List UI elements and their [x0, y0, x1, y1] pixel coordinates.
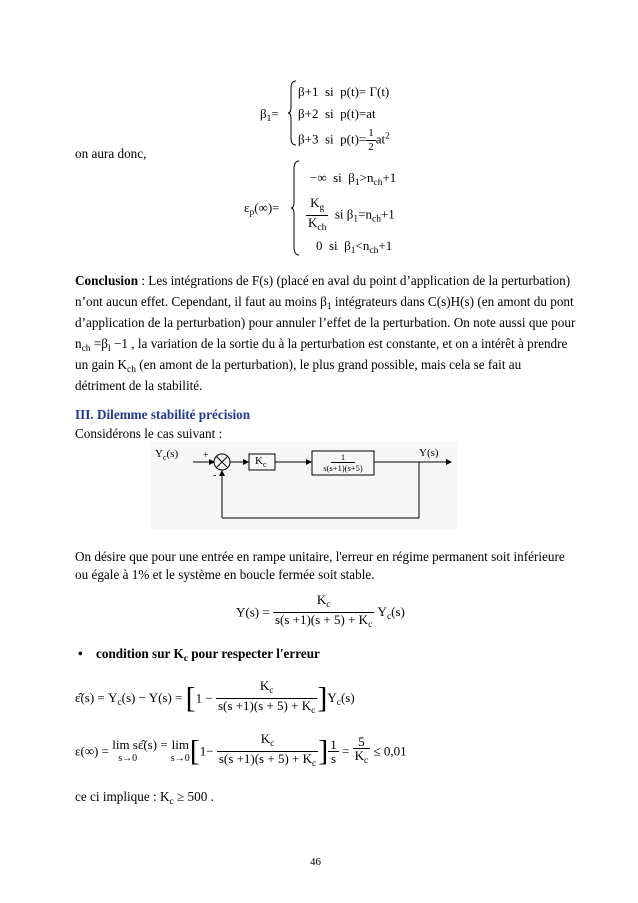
fraction-kc-closed-loop: $\frac{K_c}{s(s +1)(s + 5) + K_c}$: [274, 592, 373, 630]
equation-limit: ε(∞) = lim sε̂(s) = s→0 lim s→0 [1− $\frac{K_c}{s(s +1)(s + 5) + K_c}$ ] $\frac{1}{s}$ = $\frac{5}{K_c}$ ≤ 0,01: [75, 731, 407, 769]
text-on-aura-donc: on aura donc,: [75, 146, 147, 161]
half-fraction: $\frac{1}{2}$: [368, 127, 374, 153]
limit-2: lim s→0: [170, 736, 190, 764]
bullet-icon: •: [78, 646, 83, 661]
block-diagram-lines: [151, 442, 457, 530]
equation-y: Y(s) = $\frac{K_c}{s(s +1)(s + 5) + K_c}$ $Y_c(s)$: [236, 592, 405, 630]
conclusion-line-2: n’ont aucun effet. Cependant, il faut au moins $\beta_1$ intégrateurs dans C(s)H(s) (en amont du pont: [75, 294, 574, 312]
fraction-kc-limit: $\frac{K_c}{s(s +1)(s + 5) + K_c}$: [218, 731, 317, 769]
left-brace-icon: [287, 80, 297, 146]
conclusion-line-3: d’application de la perturbation) pour annuler l’effet de la perturbation. On note aussi que pour: [75, 315, 576, 330]
fraction-five-over-kc: $\frac{5}{K_c}$: [354, 734, 369, 766]
left-brace-icon-2: [290, 160, 300, 256]
conclusion-line-6: détriment de la stabilité.: [75, 378, 203, 393]
epsilon-definition: [244, 160, 584, 256]
diagram-input-label: $Y_c(s)$: [155, 448, 179, 462]
left-bracket-icon: [: [185, 681, 196, 715]
diagram-plus-sign: +: [203, 450, 209, 461]
diagram-gain-kc: $K_c$: [255, 455, 267, 469]
text-implies: ce ci implique : $K_c \ge 500$ .: [75, 789, 214, 807]
page-number: 46: [310, 856, 321, 868]
conclusion-line-5: un gain $K_{ch}$ (en amont de la perturbation), le plus grand possible, mais cela se fait au: [75, 357, 522, 375]
conclusion-line-4: $n_{ch} =\beta_l -1$ , la variation de la sortie du à la perturbation est constante, et on a intérêt à prendre: [75, 336, 568, 354]
diagram-transfer-function: 1 s(s+1)(s+5): [323, 452, 363, 473]
beta-case-1: β+1 si p(t)= Γ(t): [298, 84, 390, 99]
block-diagram: [151, 442, 457, 530]
text-desire-line-2: ou égale à 1% et le système en boucle fermée soit stable.: [75, 567, 375, 582]
epsilon-case-2: $\frac{K_g}{K_{ch}}$ si $\beta_1=n_{ch}+1$: [308, 195, 395, 233]
epsilon-case-3: 0 si $\beta_1<n_{ch}+1$: [316, 238, 393, 256]
fraction-one-over-s: $\frac{1}{s}$: [330, 737, 337, 766]
epsilon-case-1: −∞ si $\beta_1>n_{ch}+1$: [310, 170, 397, 188]
fraction-kc-error: $\frac{K_c}{s(s +1)(s + 5) + K_c}$: [217, 678, 316, 716]
section-title: III. Dilemme stabilité précision: [75, 407, 251, 422]
conclusion-line-1: Conclusion : Les intégrations de F(s) (placé en aval du point d’application de la perturbation): [75, 273, 571, 288]
text-desire-line-1: On désire que pour une entrée en rampe unitaire, l'erreur en régime permanent soit inférieure: [75, 549, 565, 564]
limit-1: lim sε̂(s) = s→0: [112, 736, 168, 764]
equation-error: ε̂(s) = $Y_c(s) - Y(s) = [1$ − $\frac{K_c}{s(s +1)(s + 5) + K_c}$ ]$Y_c(s)$: [75, 678, 355, 716]
diagram-minus-sign: -: [213, 470, 217, 481]
right-bracket-icon: ]: [317, 681, 328, 715]
left-bracket-icon-2: [: [189, 734, 200, 768]
right-bracket-icon-2: ]: [318, 734, 329, 768]
text-considerons: Considérons le cas suivant :: [75, 426, 223, 441]
kg-over-kch: $\frac{K_g}{K_{ch}}$: [308, 195, 327, 233]
diagram-output-label: Y(s): [419, 447, 439, 459]
beta-definition: [260, 80, 590, 153]
condition-heading: condition sur $K_c$ pour respecter l'erreur: [96, 646, 320, 664]
beta-case-3: β+3 si p(t)= $\frac{1}{2}$ $at^2$: [298, 127, 390, 153]
epsilon-lhs: $\varepsilon_p(\infty)=$: [244, 200, 280, 218]
beta-case-2: β+2 si p(t)=at: [298, 106, 376, 121]
beta-lhs: $\beta_1=$: [260, 106, 279, 124]
